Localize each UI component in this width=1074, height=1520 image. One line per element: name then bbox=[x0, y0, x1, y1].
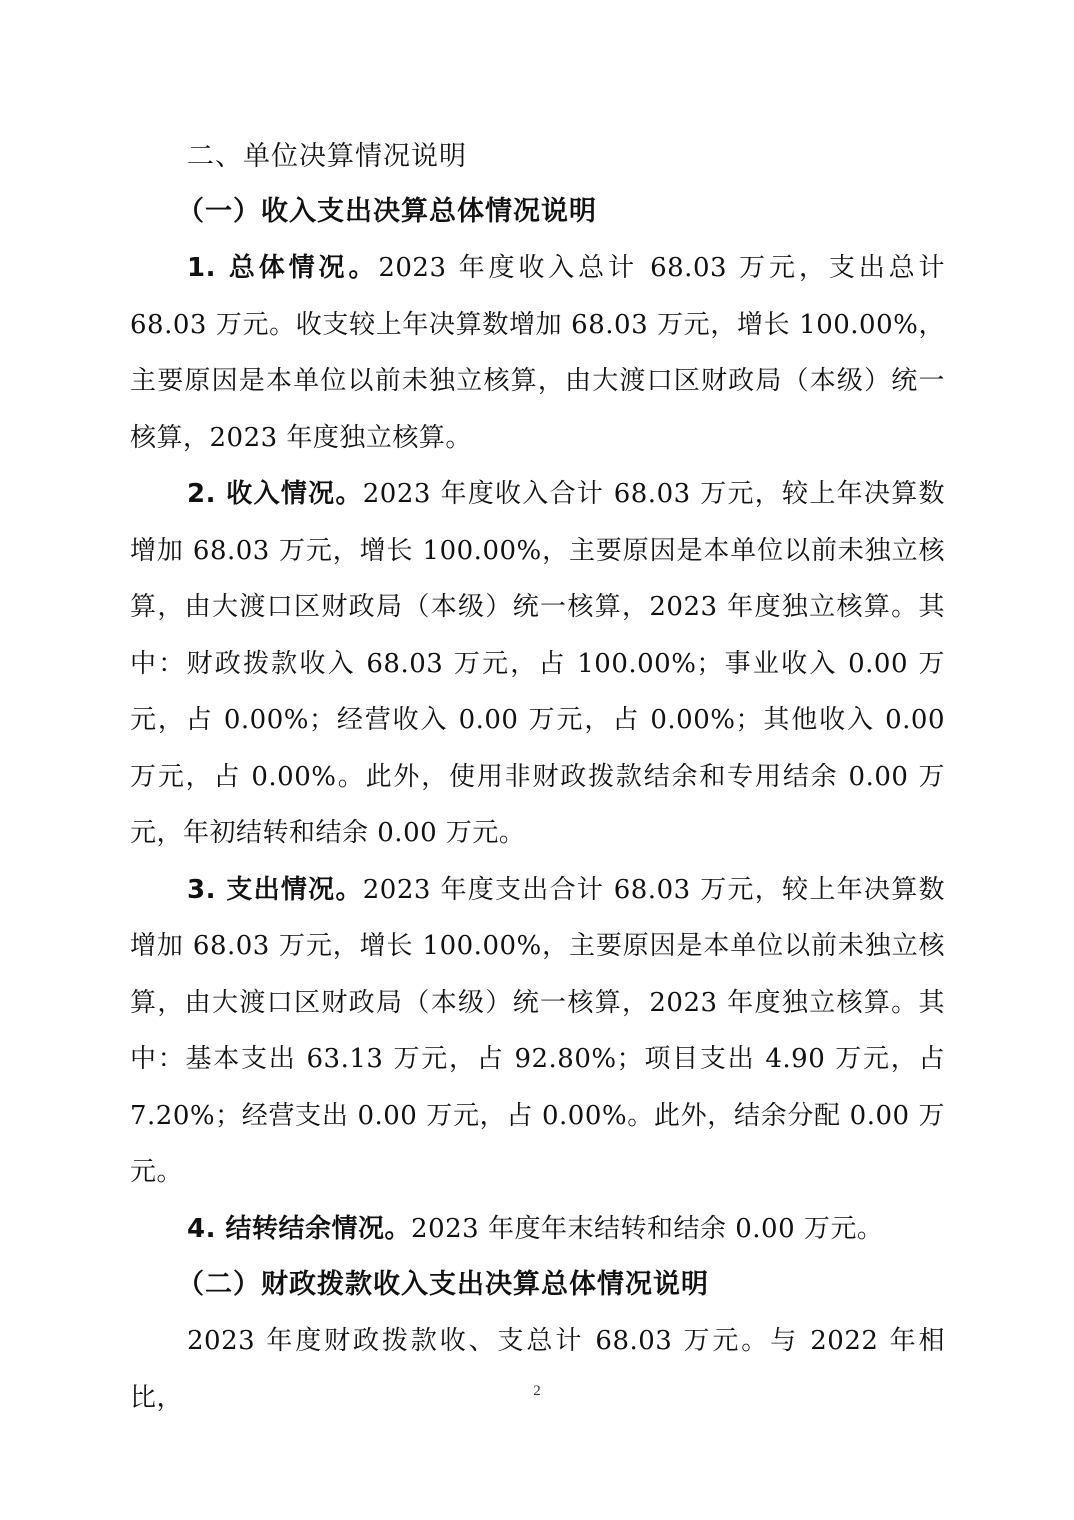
paragraph-income bbox=[130, 466, 945, 862]
paragraph-fiscal-appropriation: 2023 年度财政拨款收、支总计 68.03 万元。与 2022 年相比， bbox=[130, 1326, 945, 1413]
paragraph-text: 2023 年度支出合计 68.03 万元，较上年决算数增加 68.03 万元，增长 100.00%，主要原因是本单位以前未独立核算，由大渡口区财政局（本级）统一核算，2023 年度独立核算。其中：基本支出 63.13 万元，占 92.80%；项目支出 4.90 万元，占 7.20%；经营支出 0.00 万元，占 0.00%。此外，结余分配 0.00 万元。 bbox=[130, 874, 945, 1187]
paragraph-lead: 1. 总体情况。 bbox=[187, 253, 379, 283]
paragraph-text: 2023 年度年末结转和结余 0.00 万元。 bbox=[411, 1213, 884, 1244]
paragraph-carryover bbox=[130, 1201, 945, 1258]
paragraph-overall bbox=[130, 240, 945, 466]
paragraph-text: 2023 年度收入总计 68.03 万元，支出总计 68.03 万元。收支较上年决算数增加 68.03 万元，增长 100.00%，主要原因是本单位以前未独立核算，由大渡口区财政局（本级）统一核算，2023 年度独立核算。 bbox=[130, 253, 945, 453]
page-number: 2 bbox=[533, 1383, 541, 1399]
subsection-title-income-expenditure: （一）收入支出决算总体情况说明 bbox=[177, 196, 597, 227]
paragraph-text: 2023 年度收入合计 68.03 万元，较上年决算数增加 68.03 万元，增长 100.00%，主要原因是本单位以前未独立核算，由大渡口区财政局（本级）统一核算，2023 年度独立核算。其中：财政拨款收入 68.03 万元，占 100.00%；事业收入 0.00 万元，占 0.00%；经营收入 0.00 万元，占 0.00%；其他收入 0.00 万元，占 0.00%。此外，使用非财政拨款结余和专用结余 0.00 万元，年初结转和结余 0.00 万元。 bbox=[130, 479, 945, 848]
paragraph-lead: 4. 结转结余情况。 bbox=[187, 1213, 412, 1244]
paragraph-expenditure bbox=[130, 862, 945, 1201]
subsection-title-fiscal-appropriation: （二）财政拨款收入支出决算总体情况说明 bbox=[177, 1269, 709, 1300]
paragraph-lead: 3. 支出情况。 bbox=[187, 874, 363, 905]
paragraph-lead: 2. 收入情况。 bbox=[187, 479, 363, 509]
section-title: 二、单位决算情况说明 bbox=[187, 141, 467, 172]
document-body bbox=[130, 130, 945, 1426]
